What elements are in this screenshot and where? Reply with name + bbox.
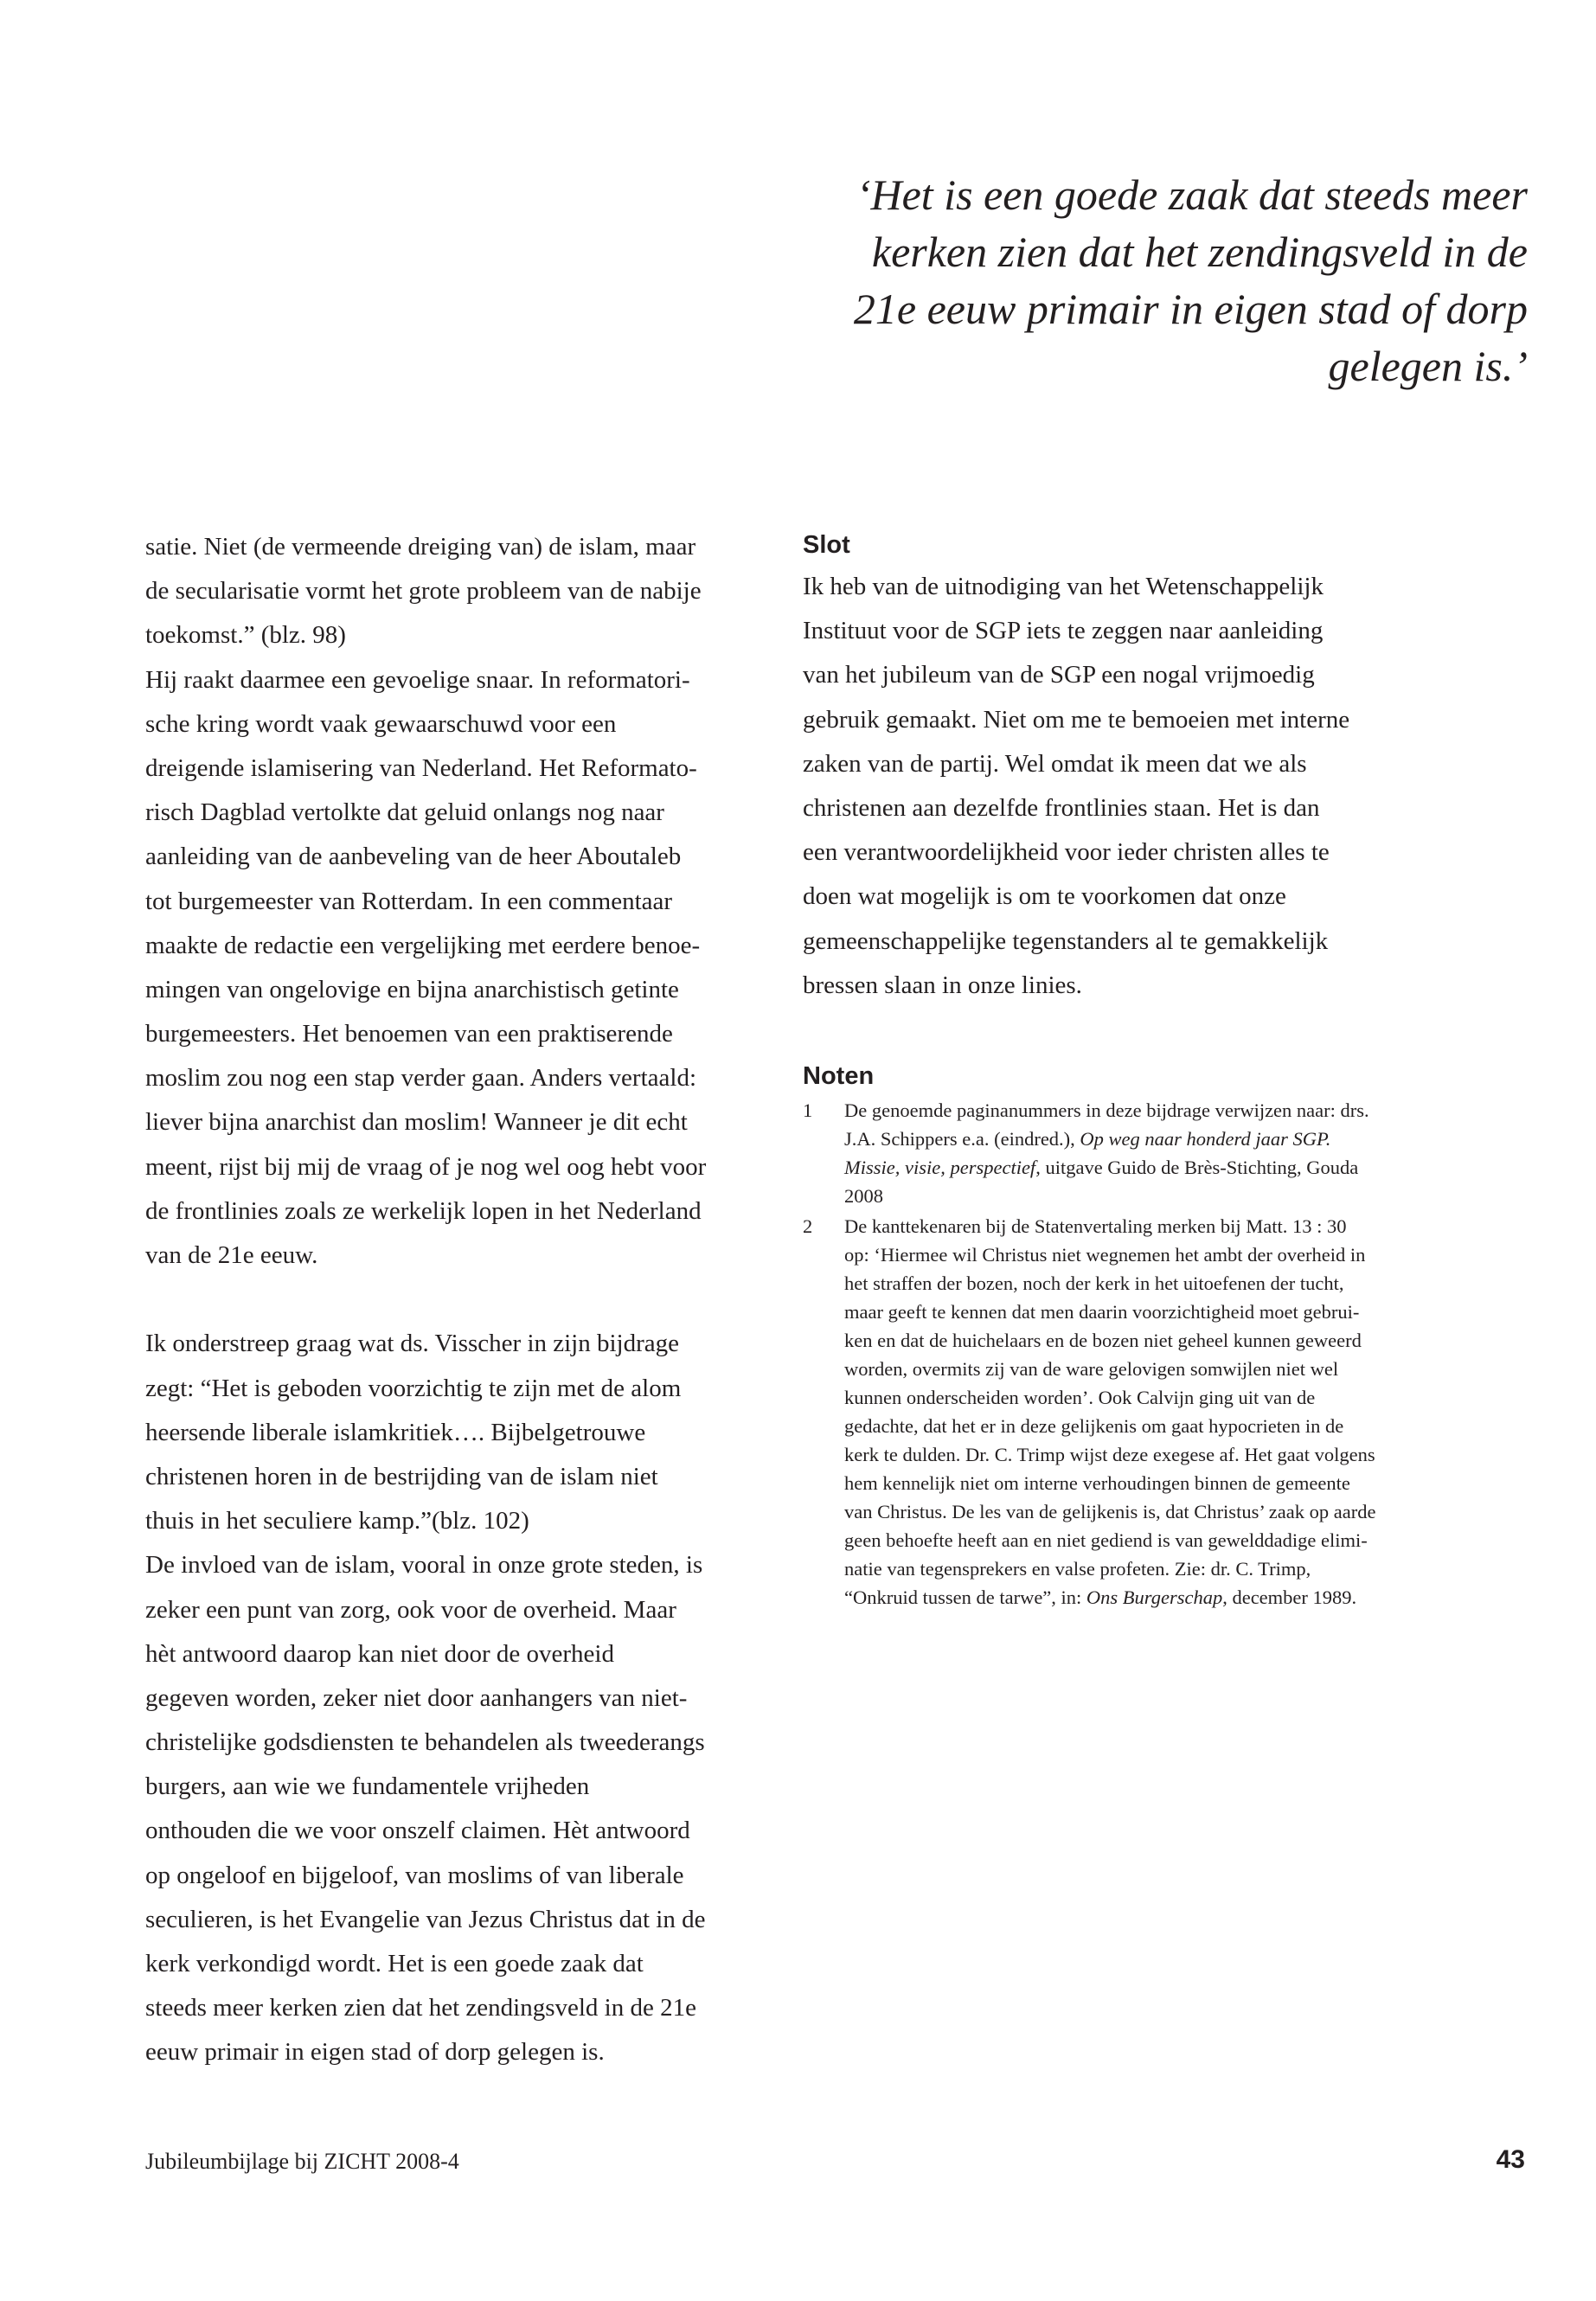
footnote-text: “Onkruid tussen de tarwe”, in: — [844, 1586, 1086, 1608]
text-line: tot burgemeester van Rotterdam. In een commentaar — [145, 887, 673, 915]
text-line: de frontlinies zoals ze werkelijk lopen in het Nederland — [145, 1196, 702, 1225]
text-line: kerk verkondigd wordt. Het is een goede zaak dat — [145, 1950, 644, 1977]
text-line: moslim zou nog een stap verder gaan. Anders vertaald: — [145, 1064, 696, 1093]
text-line: op ongeloof en bijgeloof, van moslims of van liberale — [145, 1861, 684, 1889]
footnote-1 — [803, 1096, 1426, 1210]
text-line: liever bijna anarchist dan moslim! Wanneer je dit echt — [145, 1108, 688, 1137]
footnote-line: natie van tegensprekers en valse profeten. Zie: dr. C. Trimp, — [844, 1557, 1311, 1580]
noten-heading: Noten — [803, 1061, 875, 1090]
footnote-line — [844, 1125, 1426, 1153]
text-line: van het jubileum van de SGP een nogal vrijmoedig — [803, 661, 1315, 689]
pull-quote-line: ‘Het is een goede zaak dat steeds meer — [856, 170, 1528, 219]
text-line: dreigende islamisering van Nederland. Het Reformato- — [145, 753, 697, 782]
text-line: risch Dagblad vertolkte dat geluid onlangs nog naar — [145, 798, 664, 827]
left-column — [145, 525, 751, 2075]
text-line: van de 21e eeuw. — [145, 1241, 318, 1269]
text-line: zeker een punt van zorg, ook voor de overheid. Maar — [145, 1595, 676, 1624]
text-line: meent, rijst bij mij de vraag of je nog wel oog hebt voor — [145, 1152, 707, 1181]
text-line: De invloed van de islam, vooral in onze grote steden, is — [145, 1551, 703, 1580]
text-line: steeds meer kerken zien dat het zendingsveld in de 21e — [145, 1994, 696, 2022]
text-line: burgemeesters. Het benoemen van een praktiserende — [145, 1020, 673, 1048]
footnote-line: 2008 — [844, 1184, 883, 1207]
text-line: burgers, aan wie we fundamentele vrijheden — [145, 1772, 590, 1801]
text-line: satie. Niet (de vermeende dreiging van) de islam, maar — [145, 533, 696, 561]
text-line: Ik heb van de uitnodiging van het Wetenschappelijk — [803, 573, 1324, 600]
text-line: Instituut voor de SGP iets te zeggen naar aanleiding — [803, 617, 1324, 645]
footnote-text: J.A. Schippers e.a. (eindred.), — [844, 1127, 1080, 1150]
text-line: christenen aan dezelfde frontlinies staan. Het is dan — [803, 793, 1320, 822]
text-line: sche kring wordt vaak gewaarschuwd voor een — [145, 709, 617, 738]
paragraph-1 — [145, 525, 751, 1278]
text-line: de secularisatie vormt het grote probleem van de nabije — [145, 577, 702, 606]
book-subtitle: Missie, visie, perspectief — [844, 1156, 1036, 1178]
text-line: Hij raakt daarmee een gevoelige snaar. In reformatori- — [145, 665, 690, 694]
text-line: Ik onderstreep graag wat ds. Visscher in zijn bijdrage — [145, 1330, 680, 1358]
footnote-text: , december 1989. — [1222, 1586, 1357, 1608]
footnote-2 — [803, 1212, 1426, 1612]
right-column — [803, 525, 1426, 1612]
text-line: toekomst.” (blz. 98) — [145, 621, 346, 650]
book-title: Op weg naar honderd jaar SGP. — [1080, 1127, 1331, 1150]
footnote-line: ken en dat de huichelaars en de bozen niet geheel kunnen geweerd — [844, 1329, 1362, 1351]
pull-quote-line: gelegen is.’ — [1328, 342, 1528, 390]
text-line: gebruik gemaakt. Niet om me te bemoeien met interne — [803, 705, 1350, 734]
footnote-line: worden, overmits zij van de ware gelovigen somwijlen niet wel — [844, 1357, 1339, 1380]
text-line: thuis in het seculiere kamp.”(blz. 102) — [145, 1507, 529, 1535]
footnote-line: maar geeft te kennen dat men daarin voorzichtigheid moet gebrui- — [844, 1300, 1360, 1323]
footnote-line: gedachte, dat het er in deze gelijkenis om gaat hypocrieten in de — [844, 1414, 1344, 1437]
footnote-text: , uitgave Guido de Brès-Stichting, Gouda — [1035, 1156, 1359, 1178]
text-line: heersende liberale islamkritiek…. Bijbelgetrouwe — [145, 1418, 646, 1446]
pull-quote-line: 21e eeuw primair in eigen stad of dorp — [853, 285, 1528, 333]
text-line: mingen van ongelovige en bijna anarchistisch getinte — [145, 975, 679, 1003]
footnote-line — [844, 1153, 1426, 1182]
slot-paragraph — [803, 565, 1426, 1008]
footnote-line: het straffen der bozen, noch der kerk in het uitoefenen der tucht, — [844, 1272, 1344, 1294]
footnote-line: kunnen onderscheiden worden’. Ook Calvijn ging uit van de — [844, 1386, 1316, 1408]
running-footer: Jubileumbijlage bij ZICHT 2008-4 — [145, 2149, 459, 2174]
pull-quote-line: kerken zien dat het zendingsveld in de — [871, 228, 1528, 276]
text-line: maakte de redactie een vergelijking met eerdere benoe- — [145, 931, 701, 959]
text-line: zegt: “Het is geboden voorzichtig te zijn met de alom — [145, 1374, 682, 1402]
footnote-number: 1 — [803, 1099, 813, 1121]
text-line: een verantwoordelijkheid voor ieder christen alles te — [803, 838, 1330, 867]
text-line: hèt antwoord daarop kan niet door de overheid — [145, 1639, 614, 1668]
text-line: doen wat mogelijk is om te voorkomen dat onze — [803, 882, 1286, 911]
text-line: eeuw primair in eigen stad of dorp gelegen is. — [145, 2038, 605, 2067]
publication-title: Ons Burgerschap — [1086, 1586, 1223, 1608]
text-line: christelijke godsdiensten te behandelen als tweederangs — [145, 1728, 705, 1757]
page-number: 43 — [1496, 2145, 1525, 2174]
slot-heading: Slot — [803, 531, 850, 559]
footnote-line: De genoemde paginanummers in deze bijdrage verwijzen naar: drs. — [844, 1099, 1369, 1121]
text-line: gemeenschappelijke tegenstanders al te gemakkelijk — [803, 926, 1329, 955]
paragraph-gap — [145, 1278, 751, 1322]
pull-quote — [813, 166, 1528, 394]
text-line: onthouden die we voor onszelf claimen. Hèt antwoord — [145, 1817, 690, 1845]
footnote-number: 2 — [803, 1215, 813, 1237]
footnote-line: geen behoefte heeft aan en niet gediend is van gewelddadige elimi- — [844, 1529, 1368, 1551]
footnote-line: kerk te dulden. Dr. C. Trimp wijst deze exegese af. Het gaat volgens — [844, 1443, 1375, 1465]
text-line: seculieren, is het Evangelie van Jezus Christus dat in de — [145, 1905, 706, 1933]
text-line: aanleiding van de aanbeveling van de heer Aboutaleb — [145, 843, 682, 871]
footnote-line: hem kennelijk niet om interne verhoudingen binnen de gemeente — [844, 1471, 1350, 1494]
footnotes — [803, 1096, 1426, 1612]
footnote-line: De kanttekenaren bij de Statenvertaling merken bij Matt. 13 : 30 — [844, 1215, 1347, 1237]
text-line: zaken van de partij. Wel omdat ik meen dat we als — [803, 749, 1307, 778]
footnote-line — [844, 1583, 1426, 1612]
text-line: gegeven worden, zeker niet door aanhangers van niet- — [145, 1683, 688, 1712]
footnote-line: van Christus. De les van de gelijkenis is, dat Christus’ zaak op aarde — [844, 1500, 1376, 1522]
footnote-line: op: ‘Hiermee wil Christus niet wegnemen het ambt der overheid in — [844, 1243, 1366, 1266]
text-line: christenen horen in de bestrijding van de islam niet — [145, 1462, 658, 1490]
text-line: bressen slaan in onze linies. — [803, 971, 1082, 999]
paragraph-2 — [145, 1322, 751, 2074]
